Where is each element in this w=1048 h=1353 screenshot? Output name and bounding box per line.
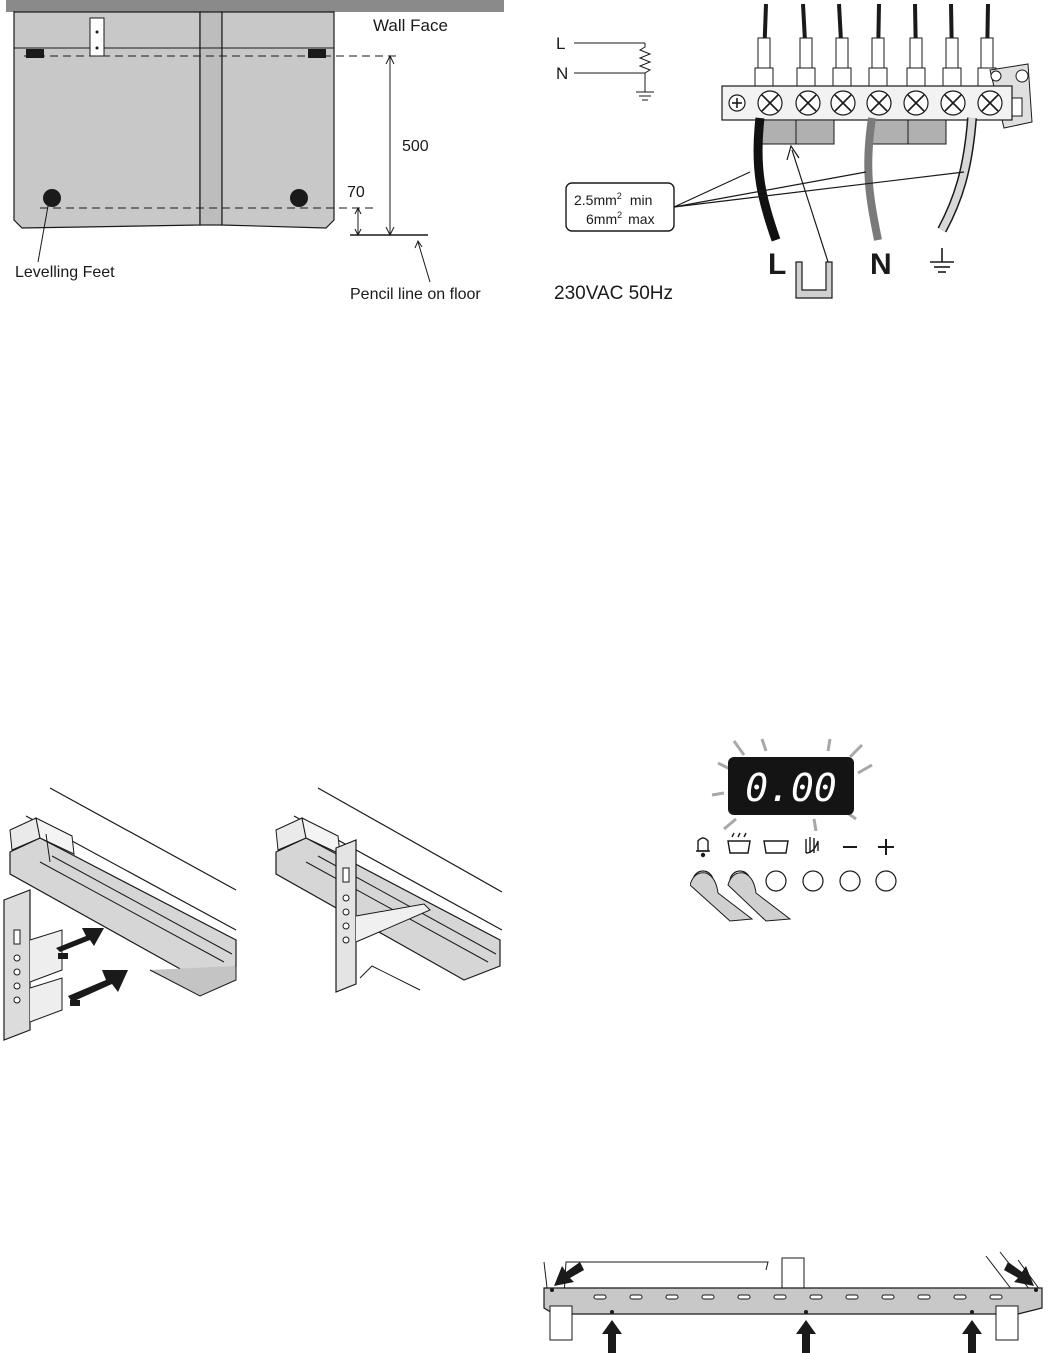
manual-hand-icon	[806, 837, 818, 853]
cable-size-max: $6mm^2$ max	[586, 210, 655, 227]
levelling-foot-right	[290, 189, 308, 207]
dim-500-label: 500	[402, 138, 429, 155]
bell-icon	[696, 838, 710, 857]
appliance-body-right	[222, 12, 334, 228]
runner-diagram	[0, 770, 520, 1050]
cable-size-min: $2.5mm^2$ min	[574, 191, 653, 208]
up-arrow-left	[602, 1320, 622, 1353]
timer-graphic	[690, 735, 920, 935]
link-arrow	[792, 150, 830, 268]
resistor-symbol	[640, 43, 650, 92]
runner-clip-attached	[336, 840, 356, 992]
timer-diagram	[690, 735, 920, 935]
levelling-feet-label: Levelling Feet	[15, 264, 115, 281]
levelling-diagram	[0, 0, 520, 310]
pencil-leader	[418, 242, 430, 282]
timer-display-value: 0.00	[745, 766, 837, 810]
supply-label: 230VAC 50Hz	[554, 283, 673, 304]
levelling-foot-left	[43, 189, 61, 207]
legend-n-label: N	[556, 64, 569, 83]
corner-arrow-left	[554, 1262, 584, 1286]
pencil-line-label: Pencil line on floor	[350, 286, 481, 303]
terminal-n-label: N	[870, 248, 892, 281]
u-link	[796, 262, 832, 298]
terminal-l-label: L	[768, 248, 787, 281]
up-arrow-center	[796, 1320, 816, 1353]
wall-strip	[6, 0, 504, 12]
dim-70-label: 70	[347, 184, 365, 201]
timer-button-end-time[interactable]	[766, 871, 786, 891]
clip-left	[26, 49, 44, 58]
cable-size-pointers	[674, 172, 964, 207]
end-time-icon	[764, 841, 788, 853]
insert-arrow-lower	[68, 970, 128, 1002]
timer-button-plus[interactable]	[876, 871, 896, 891]
up-arrow-right	[962, 1320, 982, 1353]
center-column	[200, 12, 222, 225]
trim-strip-diagram	[540, 1250, 1048, 1353]
runner-after	[276, 788, 502, 992]
timer-button-manual[interactable]	[803, 871, 823, 891]
crimp-connectors	[755, 38, 996, 86]
appliance-body-left	[14, 12, 200, 228]
timer-button-minus[interactable]	[840, 871, 860, 891]
clip-right	[308, 49, 326, 58]
mount-bracket	[90, 18, 104, 56]
wiring-diagram	[540, 0, 1040, 320]
corner-arrow-right	[1004, 1262, 1034, 1286]
cook-time-icon	[728, 833, 750, 853]
earth-symbol	[930, 248, 954, 272]
runner-clip-plate	[4, 890, 30, 1040]
legend-l-label: L	[556, 34, 566, 53]
insert-arrow-upper	[56, 928, 104, 952]
plus-icon	[878, 839, 894, 855]
wall-face-label: Wall Face	[373, 16, 448, 35]
runner-before	[4, 788, 236, 1040]
trim-strip	[544, 1288, 1042, 1314]
